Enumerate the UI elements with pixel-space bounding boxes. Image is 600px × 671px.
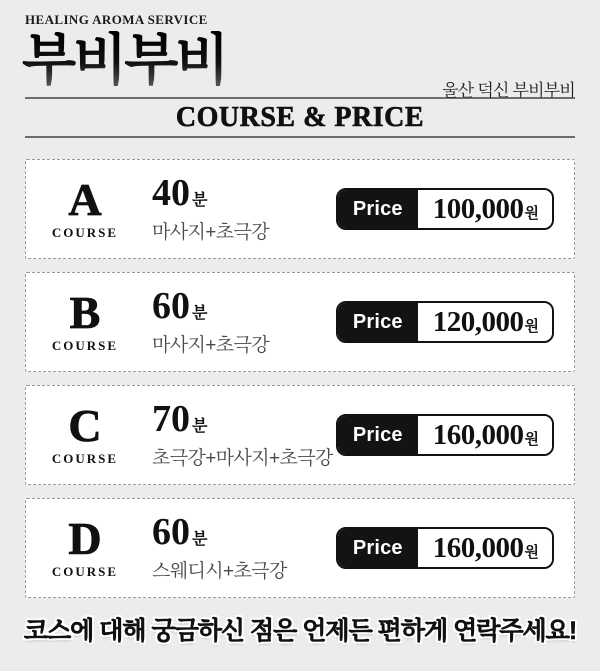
brand-tagline: HEALING AROMA SERVICE <box>25 12 208 27</box>
price-value-wrap <box>418 190 552 228</box>
footer-note: 코스에 대해 궁금하신 점은 언제든 편하게 연락주세요! <box>23 617 577 646</box>
price-amount: 160,000 <box>432 531 524 564</box>
course-info <box>152 287 269 357</box>
course-description: 마사지+초극강 <box>152 222 270 244</box>
price-amount: 100,000 <box>432 192 524 225</box>
duration-value: 60 <box>152 285 190 328</box>
duration-value: 40 <box>152 172 190 215</box>
course-description: 초극강+마사지+초극강 <box>152 448 333 470</box>
duration-unit: 분 <box>192 305 208 323</box>
price-badge <box>336 188 554 230</box>
course-letter: A <box>68 174 102 226</box>
price-label: Price <box>338 529 418 567</box>
course-letter: B <box>69 287 101 339</box>
course-duration <box>152 285 269 328</box>
course-letter-block <box>44 513 126 580</box>
price-amount: 160,000 <box>432 418 524 451</box>
course-info <box>152 174 269 244</box>
price-currency: 원 <box>524 431 539 449</box>
divider-bottom <box>25 136 575 138</box>
course-card-a <box>25 159 575 259</box>
course-letter: D <box>68 513 102 565</box>
brand-logo: 부비부비 <box>22 28 227 91</box>
course-word: COURSE <box>51 451 119 467</box>
price-value-wrap <box>418 529 552 567</box>
price-label: Price <box>338 303 418 341</box>
price-badge <box>336 414 554 456</box>
course-word: COURSE <box>51 225 119 241</box>
duration-unit: 분 <box>192 418 208 436</box>
price-value-wrap <box>418 303 552 341</box>
course-card-c <box>25 385 575 485</box>
course-duration <box>152 398 333 441</box>
price-value-wrap <box>418 416 552 454</box>
course-info <box>152 513 287 583</box>
course-list <box>0 159 600 598</box>
course-word: COURSE <box>51 338 119 354</box>
course-duration <box>152 172 269 215</box>
duration-unit: 분 <box>192 192 208 210</box>
price-label: Price <box>338 190 418 228</box>
course-card-d <box>25 498 575 598</box>
course-card-b <box>25 272 575 372</box>
course-letter: C <box>68 400 102 452</box>
price-label: Price <box>338 416 418 454</box>
course-letter-block <box>44 174 126 241</box>
duration-unit: 분 <box>192 531 208 549</box>
price-currency: 원 <box>524 205 539 223</box>
course-description: 마사지+초극강 <box>152 335 270 357</box>
region-label: 울산 덕신 부비부비 <box>442 81 575 100</box>
price-amount: 120,000 <box>432 305 524 338</box>
duration-value: 70 <box>152 398 190 441</box>
course-info <box>152 400 333 470</box>
course-letter-block <box>44 287 126 354</box>
course-word: COURSE <box>51 564 119 580</box>
price-badge <box>336 527 554 569</box>
course-duration <box>152 511 287 554</box>
price-currency: 원 <box>524 544 539 562</box>
price-badge <box>336 301 554 343</box>
duration-value: 60 <box>152 511 190 554</box>
price-currency: 원 <box>524 318 539 336</box>
course-description: 스웨디시+초극강 <box>152 561 287 583</box>
course-letter-block <box>44 400 126 467</box>
section-title: COURSE & PRICE <box>175 102 425 134</box>
